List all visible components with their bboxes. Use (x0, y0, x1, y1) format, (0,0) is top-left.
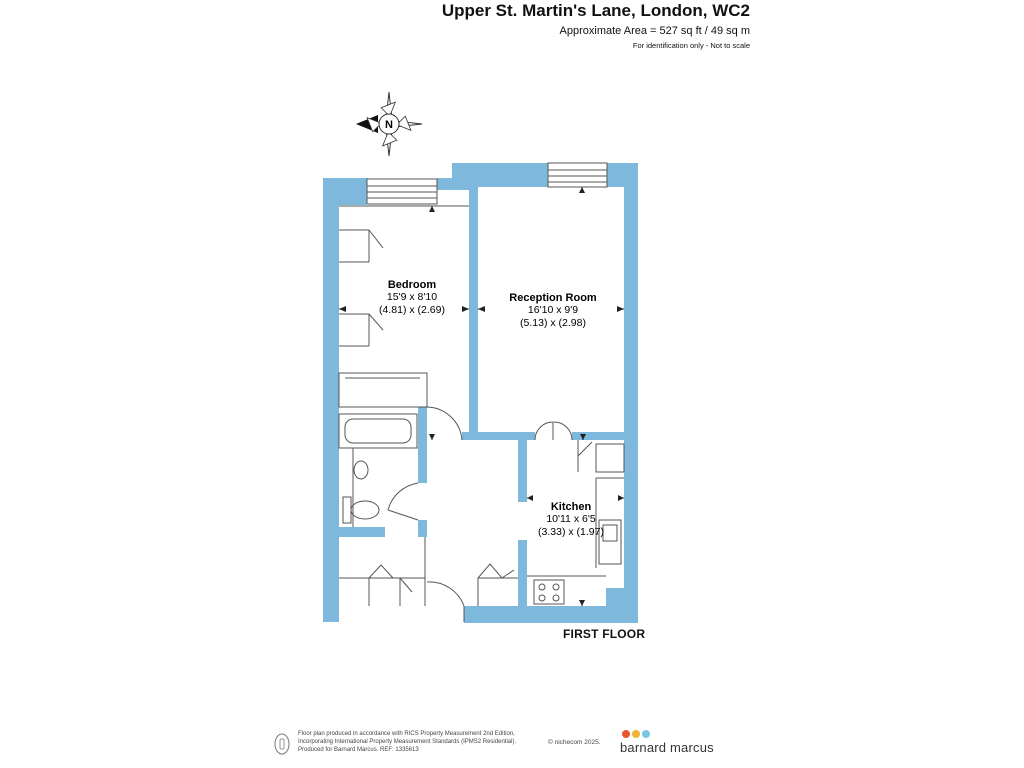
compass-north-label: N (385, 119, 393, 131)
compass-icon (356, 92, 422, 156)
bedroom-metric: (4.81) x (2.69) (379, 304, 445, 316)
fixtures (339, 163, 624, 622)
brand-dot (622, 730, 630, 738)
bedroom-name: Bedroom (387, 279, 437, 291)
footer-line: Floor plan produced in accordance with RICS Property Measurement 2nd Edition, (298, 731, 515, 737)
ipms-badge-icon (274, 733, 290, 755)
bedroom-imperial: 15'9 x 8'10 (386, 291, 438, 303)
footer-disclaimer (298, 730, 516, 754)
dimension-arrows (339, 187, 624, 606)
floor-label: FIRST FLOOR (563, 627, 646, 641)
kitchen-name: Kitchen (550, 501, 592, 513)
approximate-area: Approximate Area = 527 sq ft / 49 sq m (559, 25, 750, 37)
brand-dots-icon (622, 730, 714, 738)
brand-name: barnard marcus (620, 740, 714, 755)
footer-line: Produced for Barnard Marcus. REF: 1335613 (298, 747, 419, 753)
reception-metric: (5.13) x (2.98) (520, 317, 586, 329)
footer-line: Incorporating International Property Measurement Standards (IPMS2 Residential). (298, 739, 517, 745)
property-title: Upper St. Martin's Lane, London, WC2 (441, 1, 750, 20)
footer-copyright: © nichecom 2025. (548, 739, 601, 746)
reception-name: Reception Room (509, 292, 597, 304)
kitchen-imperial: 10'11 x 6'5 (546, 513, 596, 525)
brand-dot (642, 730, 650, 738)
identification-note: For identification only - Not to scale (632, 41, 750, 50)
reception-imperial: 16'10 x 9'9 (527, 304, 579, 316)
kitchen-metric: (3.33) x (1.97) (538, 526, 604, 538)
brand-dot (632, 730, 640, 738)
brand-logo (620, 730, 714, 755)
